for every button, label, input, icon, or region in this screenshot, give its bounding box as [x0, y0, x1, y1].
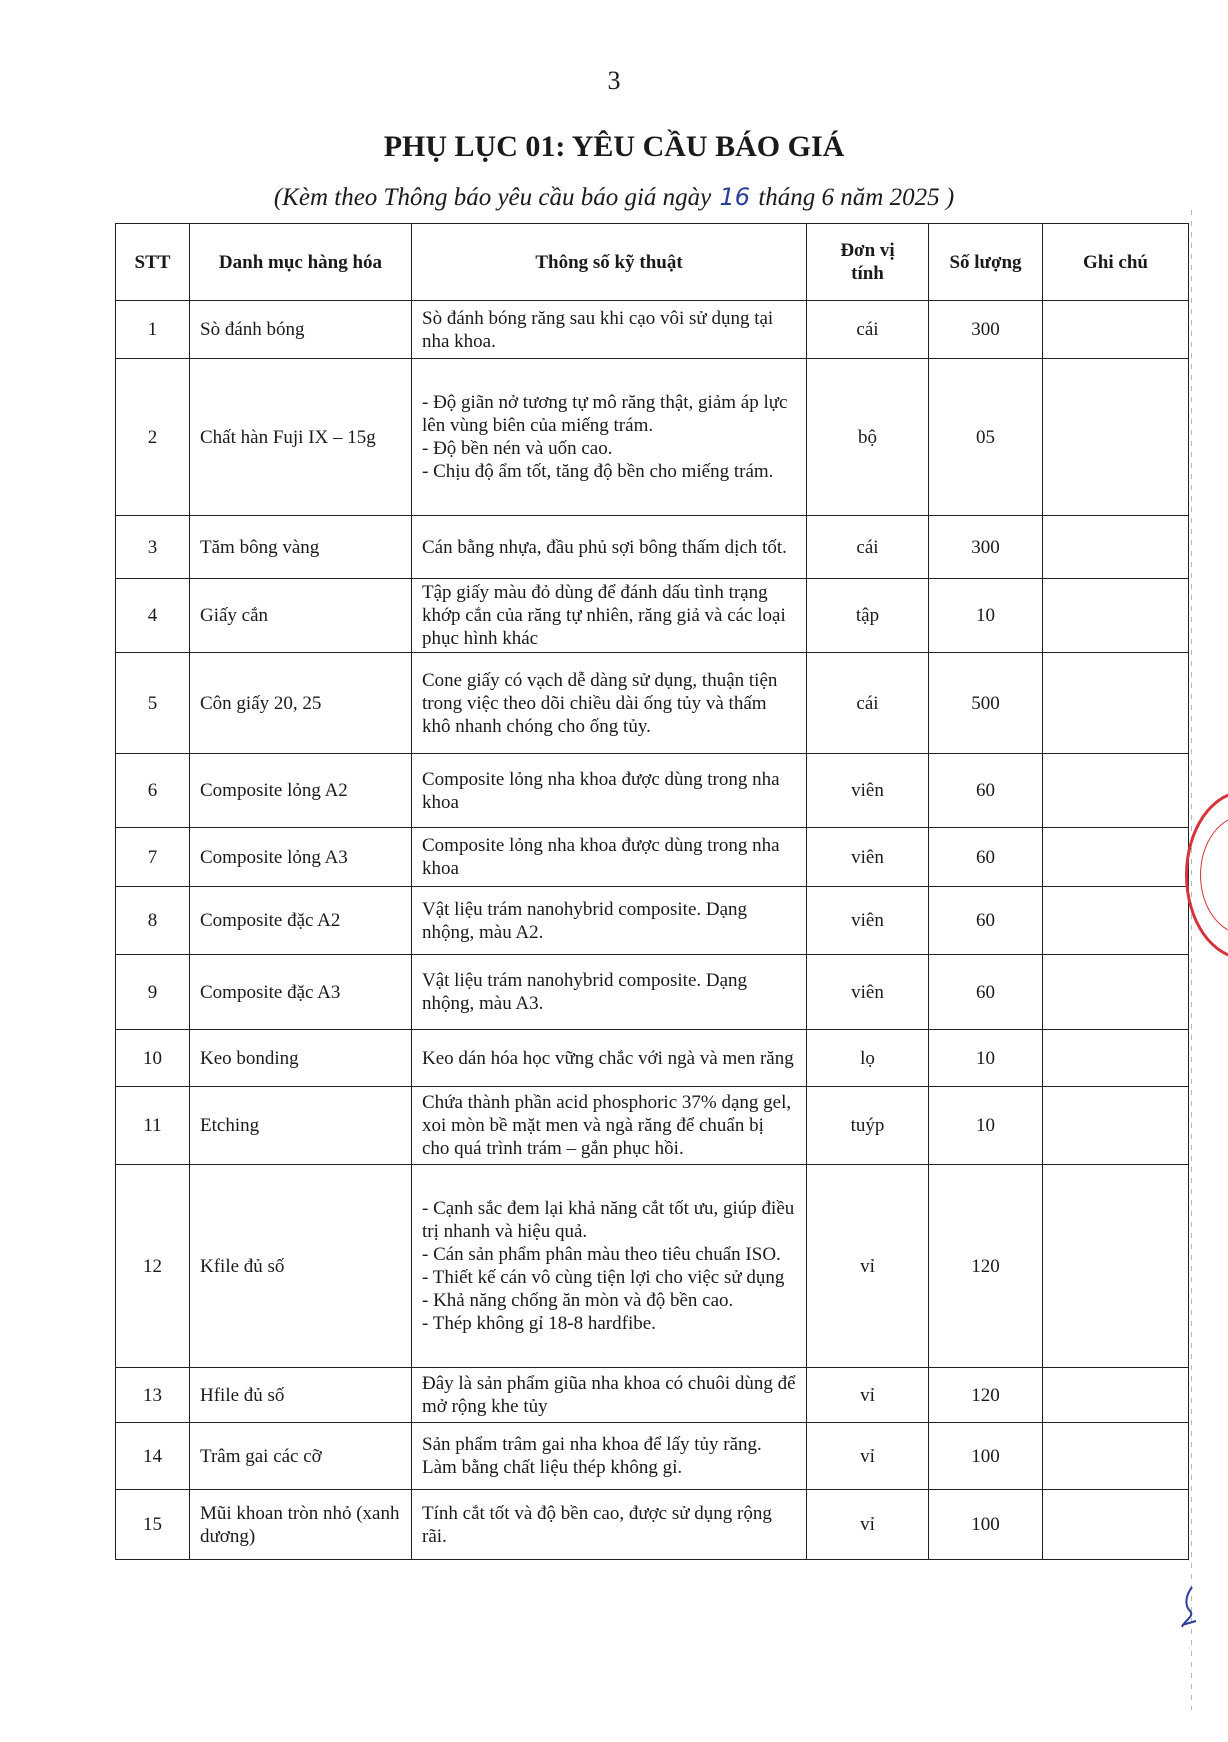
cell-unit: viên [807, 754, 929, 828]
cell-stt: 1 [116, 301, 190, 359]
cell-quantity: 10 [929, 1030, 1043, 1087]
cell-spec [412, 301, 807, 359]
cell-item-name: Kfile đủ số [190, 1165, 412, 1368]
cell-unit: cái [807, 516, 929, 579]
cell-item-name: Composite đặc A2 [190, 887, 412, 955]
cell-note [1043, 1165, 1189, 1368]
cell-unit: viên [807, 887, 929, 955]
table-row [116, 1087, 1189, 1165]
spec-line: - Thép không gỉ 18-8 hardfibe. [422, 1313, 656, 1334]
spec-line: Tính cắt tốt và độ bền cao, được sử dụng rộng rãi. [422, 1502, 772, 1547]
table-header-row [116, 224, 1189, 301]
header-unit-line1: Đơn vị [840, 240, 895, 261]
header-spec: Thông số kỹ thuật [412, 224, 807, 301]
cell-item-name: Etching [190, 1087, 412, 1165]
cell-stt: 5 [116, 653, 190, 754]
cell-note [1043, 359, 1189, 516]
cell-quantity: 120 [929, 1368, 1043, 1423]
table-row [116, 1368, 1189, 1423]
table-row [116, 301, 1189, 359]
cell-quantity: 100 [929, 1423, 1043, 1490]
header-name: Danh mục hàng hóa [190, 224, 412, 301]
cell-spec [412, 1368, 807, 1423]
cell-item-name: Tăm bông vàng [190, 516, 412, 579]
cell-stt: 15 [116, 1490, 190, 1560]
cell-quantity: 60 [929, 955, 1043, 1030]
cell-unit: vỉ [807, 1490, 929, 1560]
table-row [116, 579, 1189, 653]
cell-spec [412, 754, 807, 828]
cell-unit: viên [807, 828, 929, 887]
header-qty: Số lượng [929, 224, 1043, 301]
cell-spec [412, 579, 807, 653]
cell-item-name: Keo bonding [190, 1030, 412, 1087]
spec-line: - Chịu độ ẩm tốt, tăng độ bền cho miếng trám. [422, 461, 774, 482]
cell-stt: 2 [116, 359, 190, 516]
cell-note [1043, 1087, 1189, 1165]
cell-note [1043, 1423, 1189, 1490]
subtitle-after: tháng 6 năm 2025 ) [758, 184, 955, 211]
cell-unit: lọ [807, 1030, 929, 1087]
cell-quantity: 500 [929, 653, 1043, 754]
cell-quantity: 60 [929, 828, 1043, 887]
cell-item-name: Sò đánh bóng [190, 301, 412, 359]
cell-quantity: 100 [929, 1490, 1043, 1560]
cell-spec [412, 955, 807, 1030]
header-unit [807, 224, 929, 301]
cell-spec [412, 1165, 807, 1368]
handwritten-initial-mark [1178, 1585, 1200, 1629]
cell-unit: vỉ [807, 1165, 929, 1368]
header-unit-line2: tính [851, 263, 884, 284]
scan-edge-line [1191, 210, 1192, 1710]
table-row [116, 887, 1189, 955]
table-row [116, 653, 1189, 754]
page-title: PHỤ LỤC 01: YÊU CẦU BÁO GIÁ [383, 130, 845, 163]
cell-stt: 6 [116, 754, 190, 828]
cell-stt: 7 [116, 828, 190, 887]
cell-item-name: Hfile đủ số [190, 1368, 412, 1423]
cell-quantity: 10 [929, 579, 1043, 653]
page-number: 3 [607, 66, 621, 95]
cell-spec [412, 653, 807, 754]
cell-spec [412, 359, 807, 516]
table-row [116, 516, 1189, 579]
cell-note [1043, 955, 1189, 1030]
spec-line: Vật liệu trám nanohybrid composite. Dạng nhộng, màu A3. [422, 970, 748, 1014]
cell-unit: vỉ [807, 1423, 929, 1490]
spec-line: Composite lỏng nha khoa được dùng trong nha khoa [422, 835, 780, 879]
cell-quantity: 300 [929, 516, 1043, 579]
spec-line: - Thiết kế cán vô cùng tiện lợi cho việc sử dụng [422, 1267, 785, 1288]
cell-quantity: 10 [929, 1087, 1043, 1165]
spec-line: Composite lỏng nha khoa được dùng trong nha khoa [422, 768, 780, 813]
table-row [116, 955, 1189, 1030]
cell-unit: viên [807, 955, 929, 1030]
spec-line: - Khả năng chống ăn mòn và độ bền cao. [422, 1290, 734, 1311]
table-row [116, 359, 1189, 516]
cell-spec [412, 1423, 807, 1490]
cell-stt: 14 [116, 1423, 190, 1490]
spec-line: Cone giấy có vạch dễ dàng sử dụng, thuận tiện trong việc theo dõi chiều dài ống tủy và thấm khô nhanh chóng cho ống tủy. [422, 669, 778, 737]
cell-note [1043, 1368, 1189, 1423]
spec-line: - Cạnh sắc đem lại khả năng cắt tốt ưu, giúp điều trị nhanh và hiệu quả. [422, 1198, 795, 1242]
cell-item-name: Giấy cắn [190, 579, 412, 653]
handwritten-day: 16 [719, 183, 751, 211]
cell-note [1043, 1030, 1189, 1087]
cell-unit: vỉ [807, 1368, 929, 1423]
cell-quantity: 05 [929, 359, 1043, 516]
cell-unit: cái [807, 301, 929, 359]
spec-line: Đây là sản phẩm giũa nha khoa có chuôi dùng để mở rộng khe tủy [422, 1373, 796, 1417]
cell-spec [412, 1490, 807, 1560]
cell-quantity: 300 [929, 301, 1043, 359]
spec-line: Tập giấy màu đỏ dùng để đánh dấu tình trạng khớp cắn của răng tự nhiên, răng giả và các loại phục hình khác [422, 582, 786, 649]
spec-line: Keo dán hóa học vững chắc với ngà và men răng [422, 1047, 794, 1069]
cell-item-name: Mũi khoan tròn nhỏ (xanh dương) [190, 1490, 412, 1560]
spec-line: Sò đánh bóng răng sau khi cạo vôi sử dụng tại nha khoa. [422, 307, 774, 352]
cell-spec [412, 1030, 807, 1087]
cell-stt: 8 [116, 887, 190, 955]
cell-item-name: Côn giấy 20, 25 [190, 653, 412, 754]
table-row [116, 1030, 1189, 1087]
cell-note [1043, 754, 1189, 828]
cell-item-name: Chất hàn Fuji IX – 15g [190, 359, 412, 516]
cell-note [1043, 301, 1189, 359]
table-row [116, 828, 1189, 887]
cell-spec [412, 1087, 807, 1165]
cell-note [1043, 828, 1189, 887]
cell-note [1043, 653, 1189, 754]
header-note: Ghi chú [1043, 224, 1189, 301]
cell-quantity: 60 [929, 887, 1043, 955]
subtitle [0, 183, 1228, 212]
table-body [116, 301, 1189, 1560]
spec-line: Sản phẩm trâm gai nha khoa để lấy tủy răng. Làm bằng chất liệu thép không gỉ. [422, 1434, 762, 1478]
cell-note [1043, 579, 1189, 653]
cell-item-name: Trâm gai các cỡ [190, 1423, 412, 1490]
cell-note [1043, 1490, 1189, 1560]
cell-unit: tập [807, 579, 929, 653]
cell-note [1043, 516, 1189, 579]
spec-line: Chứa thành phần acid phosphoric 37% dạng gel, xoi mòn bề mặt men và ngà răng để chuẩn bị cho quá trình trám – gắn phục hồi. [422, 1092, 792, 1159]
table-row [116, 754, 1189, 828]
spec-line: - Độ bền nén và uốn cao. [422, 438, 613, 459]
cell-stt: 10 [116, 1030, 190, 1087]
cell-stt: 11 [116, 1087, 190, 1165]
cell-stt: 9 [116, 955, 190, 1030]
cell-unit: tuýp [807, 1087, 929, 1165]
cell-spec [412, 516, 807, 579]
subtitle-before: (Kèm theo Thông báo yêu cầu báo giá ngày [273, 184, 712, 211]
spec-line: - Cán sản phẩm phân màu theo tiêu chuẩn ISO. [422, 1244, 781, 1265]
cell-item-name: Composite đặc A3 [190, 955, 412, 1030]
cell-unit: bộ [807, 359, 929, 516]
cell-stt: 13 [116, 1368, 190, 1423]
cell-stt: 3 [116, 516, 190, 579]
cell-note [1043, 887, 1189, 955]
cell-unit: cái [807, 653, 929, 754]
cell-quantity: 60 [929, 754, 1043, 828]
table-row [116, 1423, 1189, 1490]
cell-stt: 4 [116, 579, 190, 653]
cell-spec [412, 887, 807, 955]
cell-quantity: 120 [929, 1165, 1043, 1368]
cell-item-name: Composite lỏng A3 [190, 828, 412, 887]
cell-spec [412, 828, 807, 887]
spec-line: - Độ giãn nở tương tự mô răng thật, giảm áp lực lên vùng biên của miếng trám. [422, 392, 788, 436]
spec-line: Cán bằng nhựa, đầu phủ sợi bông thấm dịch tốt. [422, 536, 787, 558]
cell-stt: 12 [116, 1165, 190, 1368]
quotation-table [115, 223, 1189, 1560]
spec-line: Vật liệu trám nanohybrid composite. Dạng nhộng, màu A2. [422, 898, 748, 943]
cell-item-name: Composite lỏng A2 [190, 754, 412, 828]
header-stt: STT [116, 224, 190, 301]
table-row [116, 1490, 1189, 1560]
table-row [116, 1165, 1189, 1368]
